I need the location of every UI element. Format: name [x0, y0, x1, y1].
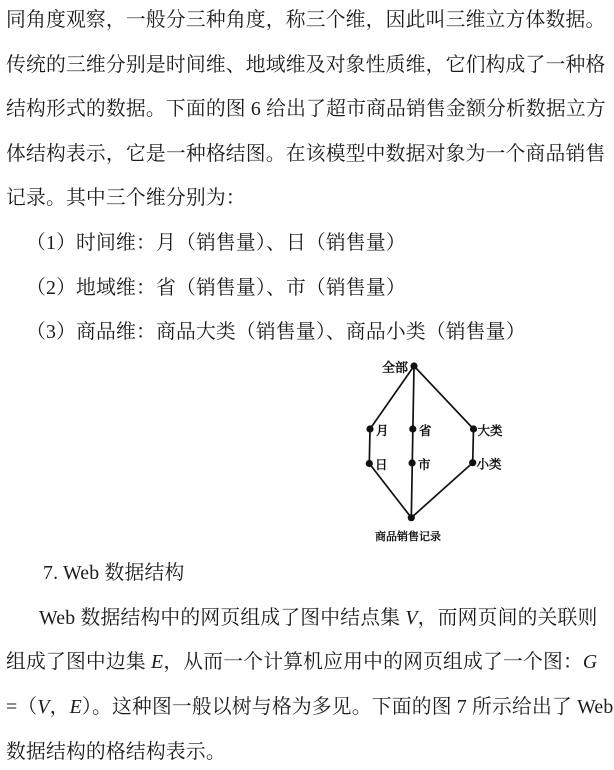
paragraph-line: 记录。其中三个维分别为： [6, 187, 246, 209]
diagram-node-dot-province [409, 425, 416, 432]
paragraph-line: 体结构表示，它是一种格结图。在该模型中数据对象为一个商品销售 [6, 143, 606, 165]
paragraph-line [6, 740, 226, 764]
diagram-node-label-minor: 小类 [476, 457, 502, 472]
diagram-edges [369, 366, 473, 518]
math-variable: G [582, 651, 598, 673]
list-item: （2）地域维：省（销售量）、市（销售量） [26, 277, 406, 299]
paragraph-line: 结构形式的数据。下面的图 6 给出了超市商品销售金额分析数据立方 [6, 98, 606, 120]
diagram-edge-major-minor [473, 429, 474, 463]
paragraph-line [6, 650, 597, 674]
section-heading: 7. Web 数据结构 [43, 562, 185, 584]
math-variable: V [405, 607, 418, 629]
math-variable: E [151, 651, 164, 673]
diagram-edge-all-month [370, 366, 414, 429]
paragraph-line: 同角度观察，一般分三种角度，称三个维，因此叫三维立方体数据。 [6, 9, 606, 31]
list-item: （1）时间维：月（销售量）、日（销售量） [26, 232, 406, 254]
diagram-node-label-major: 大类 [477, 424, 503, 438]
diagram-node-dot-record [408, 514, 415, 521]
diagram-node-label-all: 全部 [381, 360, 408, 375]
diagram-dots [366, 362, 477, 521]
paragraph-line [39, 606, 598, 630]
math-variable: V [37, 696, 50, 718]
diagram-node-label-day: 日 [375, 458, 388, 472]
paragraph-line: 传统的三维分别是时间维、地域维及对象性质维，它们构成了一种格 [6, 54, 606, 76]
diagram-node-dot-month [366, 425, 373, 432]
text-segment: 数据结构的格结构表示。 [6, 741, 226, 763]
text-segment: 组成了图中边集 [6, 651, 152, 673]
diagram-caption: 商品销售记录 [375, 531, 441, 543]
paragraph-line [6, 695, 613, 719]
diagram-edge-all-major [414, 366, 474, 429]
text-segment: ）。这种图一般以树与格为多见。下面的图 7 所示给出了 Web [81, 696, 614, 718]
diagram-node-dot-day [366, 460, 373, 467]
diagram-node-dot-all [410, 362, 417, 369]
diagram-edge-month-day [369, 429, 370, 464]
text-segment: ，从而一个计算机应用中的网页组成了一个图： [163, 651, 583, 673]
math-variable: E [69, 696, 82, 718]
list-item: （3）商品维：商品大类（销售量）、商品小类（销售量） [26, 321, 526, 343]
text-segment: ， [49, 696, 70, 718]
lattice-diagram [330, 350, 520, 555]
diagram-node-label-month: 月 [376, 424, 389, 438]
diagram-node-dot-minor [469, 459, 476, 466]
diagram-node-dot-city [409, 459, 416, 466]
diagram-node-dot-major [470, 425, 477, 432]
diagram-node-label-province: 省 [419, 424, 432, 438]
diagram-edge-all-province-city-record [411, 366, 414, 518]
text-segment: =（ [6, 696, 38, 718]
text-segment: ，而网页间的关联则 [417, 607, 598, 629]
text-segment: Web 数据结构中的网页组成了图中结点集 [39, 607, 406, 629]
diagram-node-label-city: 市 [418, 458, 431, 472]
